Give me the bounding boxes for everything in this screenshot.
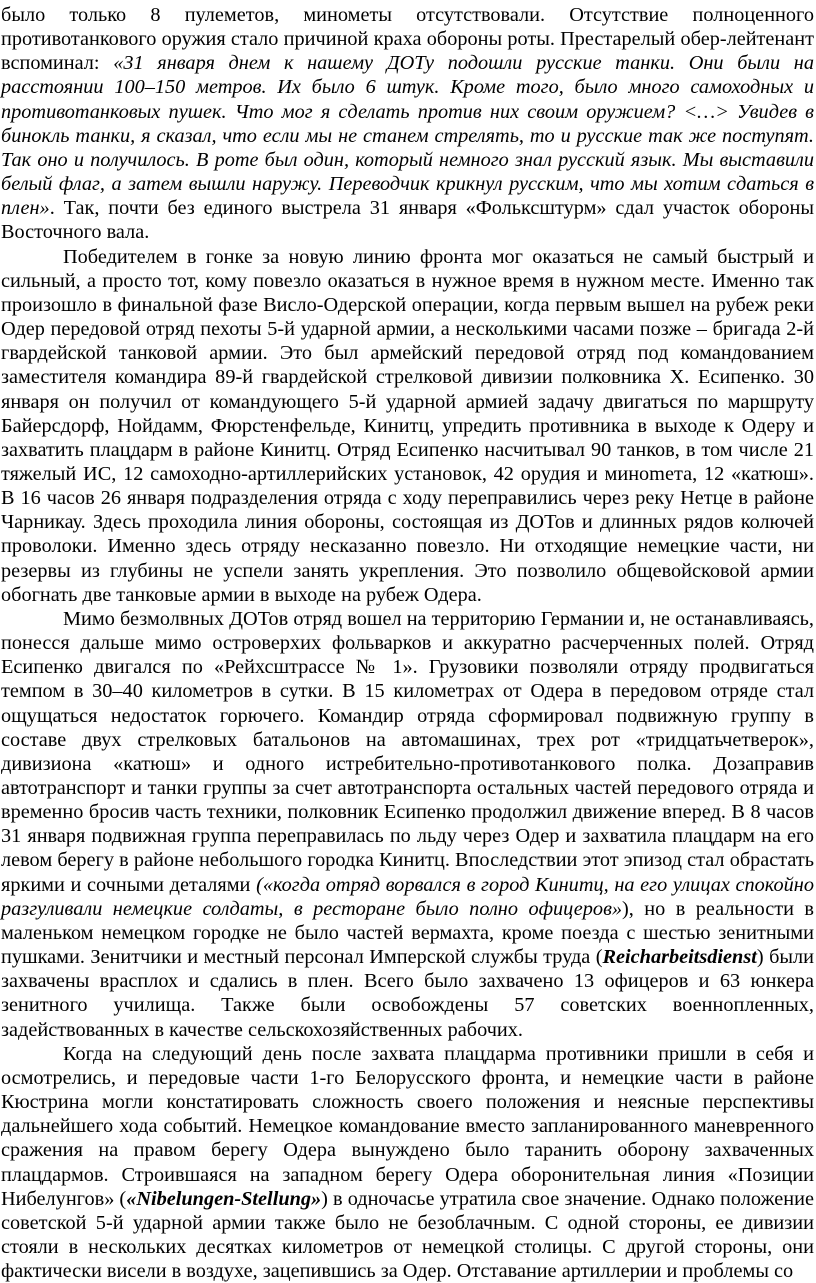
text-run: Мимо безмолвных ДОТов отряд вошел на территорию Германии и, не останавливаясь, понесся дальше мимо островерхих фольварков и аккуратно расчерченных полей. Отряд Есипенко двигался по «Рейхсштрассе № 1». Грузовики позволяли отряду продвигаться темпом в 30–40 километров в сутки. В 15 километрах от Одера в передовом отряде стал ощущаться недостаток горючего. Командир отряда сформировал подвижную группу в составе двух стрелковых батальонов на автомашинах, трех рот «тридцатьчетверок», дивизиона «катюш» и одного истребительно-противотанкового полка. Дозаправив автотранспорт и танки группы за счет автотранспорта остальных частей передового отряда и временно бросив часть техники, полковник Есипенко продолжил движение вперед. В 8 часов 31 января подвижная группа переправилась по льду через Одер и захватила плацдарм на его левом берегу в районе небольшого городка Кинитц. Впоследствии этот эпизод стал обрастать яркими и сочными деталями (1, 607, 814, 896)
text-run: было только 8 пулеметов, минометы отсутствовали. Отсутствие полноценного противотанкового оружия стало причиной краха обороны роты. Престарелый обер-лейтенант вспоминал: (1, 4, 814, 75)
quote-italic: («когда отряд ворвался в город Кинитц, на его улицах спокойно разгуливали немецкие солдаты, в ресторане было полно офицеров» (1, 873, 814, 920)
text-run: ) были захвачены врасплох и сдались в плен. Всего было захвачено 13 офицеров и 63 юнкера зенитного училища. Также были освобождены 57 советских военнопленных, задействованных в качестве сельскохозяйственных рабочих. (1, 946, 814, 1041)
text-run: . Так, почти без единого выстрела 31 января «Фольксштурм» сдал участок обороны Восточного вала. (1, 197, 814, 244)
paragraph-3 (1, 607, 814, 1042)
text-run: Когда на следующий день после захвата плацдарма противники пришли в себя и осмотрелись, и передовые части 1-го Белорусского фронта, и немецкие части в районе Кюстрина могли констатировать сложность своего положения и неясные перспективы дальнейшего хода событий. Немецкое командование вместо запланированного маневренного сражения на правом берегу Одера вынуждено было таранить оборону захваченных плацдармов. Строившаяся на западном берегу Одера оборонительная линия «Позиции Нибелунгов» ( (1, 1042, 814, 1210)
paragraph-1 (1, 3, 814, 245)
text-run: ) в одночасье утратила свое значение. Однако положение советской 5-й ударной армии также было не безоблачным. С одной стороны, ее дивизии стояли в нескольких десятках километров от немецкой столицы. С другой стороны, они фактически висели в воздухе, зацепившись за Одер. Отставание артиллерии и проблемы со (1, 1187, 814, 1283)
body-text (1, 3, 814, 1283)
text-run: Победителем в гонке за новую линию фронта мог оказаться не самый быстрый и сильный, а просто тот, кому повезло оказаться в нужное время в нужном месте. Именно так произошло в финальной фазе Висло-Одерской операции, когда первым вышел на рубеж реки Одер передовой отряд пехоты 5-й ударной армии, а несколькими часами позже – бригада 2-й гвардейской танковой армии. Это был армейский передовой отряд под командованием заместителя командира 89-й гвардейской стрелковой дивизии полковника Х. Есипенко. 30 января он получил от командующего 5-й ударной армией задачу двигаться по маршруту Байерсдорф, Нойдамм, Фюрстенфельде, Кинитц, упредить противника в выходе к Одеру и захватить плацдарм в районе Кинитц. Отряд Есипенко насчитывал 90 танков, в том числе 21 тяжелый ИС, 12 самоходно-артиллерийских установок, 42 орудия и минomета, 12 «катюш». В 16 часов 26 января подразделения отряда с ходу переправились через реку Нетце в районе Чарникау. Здесь проходила линия обороны, состоящая из ДОТов и длинных рядов колючей проволоки. Именно здесь отряду несказанно повезло. Ни отходящие немецкие части, ни резервы из глубины не успели занять укрепления. Это позволило общевойсковой армии обогнать две танковые армии в выходе на рубеж Одера. (1, 245, 814, 606)
paragraph-2 (1, 245, 814, 607)
text-run: ), но в реальности в маленьком немецком городке не было частей вермахта, кроме поезда с шестью зенитными пушками. Зенитчики и местный персонал Имперской службы труда ( (1, 897, 814, 969)
quote-italic: «31 января днем к нашему ДОТу подошли русские танки. Они были на расстоянии 100–150 метров. Их было 6 штук. Кроме того, было много самоходных и противотанковых пушек. Что мог я сделать против них своим оружием? <…> Увидев в бинокль танки, я сказал, что если мы не станем стрелять, то и русские так же поступят. Так оно и получилось. В роте был один, который немного знал русский язык. Мы выставили белый флаг, а затем вышли наружу. Переводчик крикнул русским, что мы хотим сдаться в плен» (1, 52, 814, 220)
paragraph-4 (1, 1042, 814, 1283)
term-bold-italic: Reicharbeitsdienst (602, 946, 757, 969)
term-bold-italic: «Nibelungen-Stellung» (126, 1187, 322, 1210)
